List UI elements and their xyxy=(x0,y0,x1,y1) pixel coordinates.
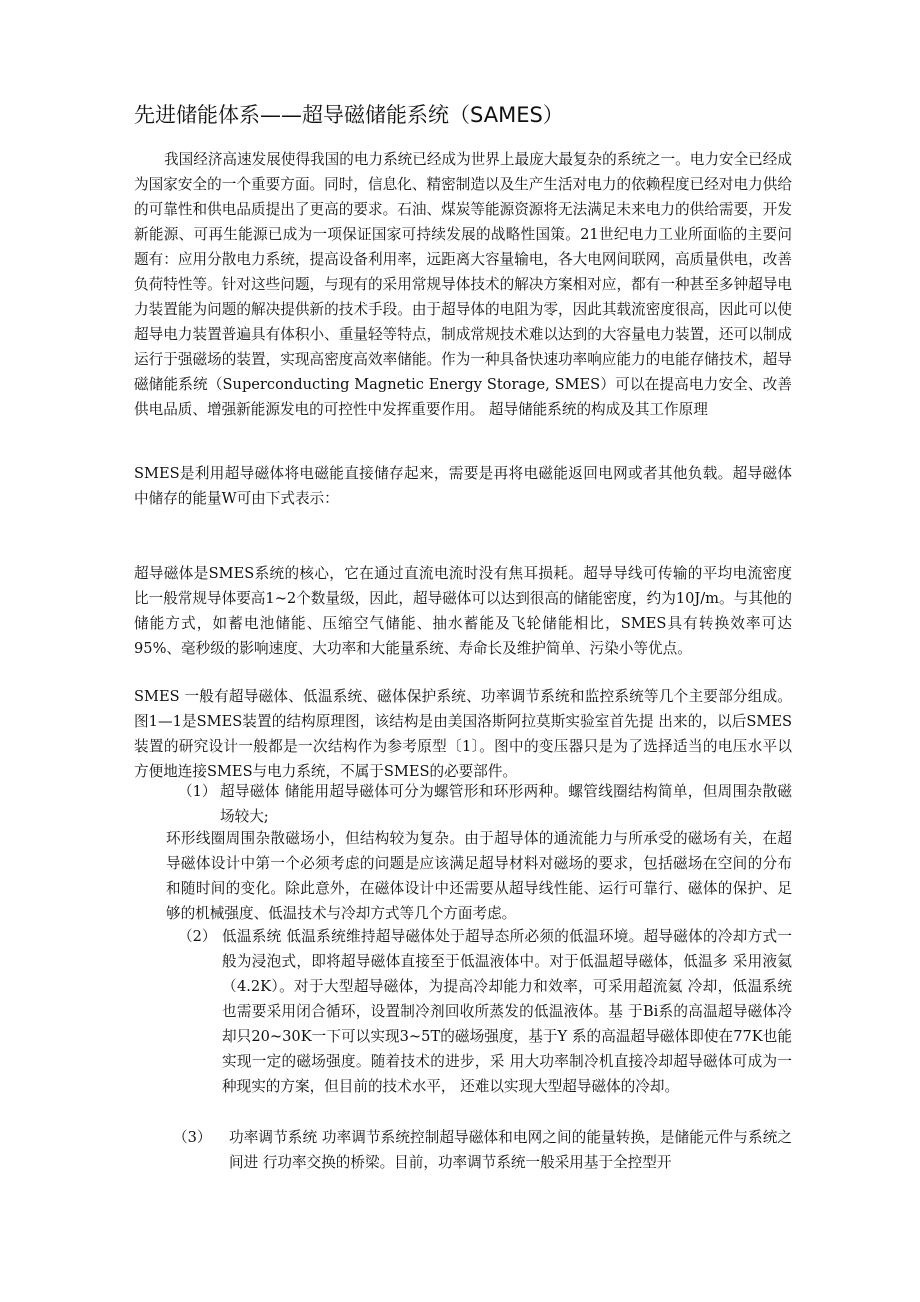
list-item-text: 低温系统 低温系统维持超导磁体处于超导态所必须的低温环境。超导磁体的冷却方式一 般为浸泡式，即将超导磁体直接至于低温液体中。对于低温超导磁体，低温多 采用液氦（4.2K）。对于大型超导磁体，为提高冷却能力和效率，可采用超流氦 冷却，低温系统也需要采用闭合循环，设置制冷剂回收所蒸发的低温液体。基 于Bi系的高温超导磁体冷却只20~30K一下可以实现3~5T的磁场强度，基于Y 系的高温超导磁体即使在77K也能实现一定的磁场强度。随着技术的进步，采 用大功率制冷机直接冷却超导磁体可成为一种现实的方案，但目前的技术水平， 还难以实现大型超导磁体的冷却。 xyxy=(222,928,792,1095)
list-item-power-conditioning xyxy=(173,1125,792,1175)
smes-definition-paragraph: SMES是利用超导磁体将电磁能直接储存起来，需要是再将电磁能返回电网或者其他负载。超导磁体中储存的能量W可由下式表示： xyxy=(134,465,792,507)
list-item-cryogenic xyxy=(178,924,792,1099)
list-item-number: （1） xyxy=(178,783,217,800)
magnet-core-paragraph: 超导磁体是SMES系统的核心，它在通过直流电流时没有焦耳损耗。超导导线可传输的平均电流密度比一般常规导体要高1~2个数量级，因此，超导磁体可以达到很高的储能密度，约为10J/m。与其他的储能方式，如蓄电池储能、压缩空气储能、抽水蓄能及飞轮储能相比，SMES具有转换效率可达95%、毫秒级的影响速度、大功率和大能量系统、寿命长及维护简单、污染小等优点。 xyxy=(134,565,792,657)
document-title: 先进储能体系——超导磁储能系统（SAMES） xyxy=(134,103,564,127)
list-item-text: 超导磁体 储能用超导磁体可分为螺管形和环形两种。螺管线圈结构简单，但周围杂散磁场较大; xyxy=(220,783,792,825)
intro-paragraph: 我国经济高速发展使得我国的电力系统已经成为世界上最庞大最复杂的系统之一。电力安全已经成为国家安全的一个重要方面。同时，信息化、精密制造以及生产生活对电力的依赖程度已经对电力供给的可靠性和供电品质提出了更高的要求。石油、煤炭等能源资源将无法满足未来电力的供给需要，开发新能源、可再生能源已成为一项保证国家可持续发展的战略性国策。21世纪电力工业所面临的主要问题有：应用分散电力系统，提高设备利用率，远距离大容量输电，各大电网间联网，高质量供电，改善负荷特性等。针对这些问题，与现有的采用常规导体技术的解决方案相对应，都有一种甚至多钟超导电力装置能为问题的解决提供新的技术手段。由于超导体的电阻为零，因此其载流密度很高，因此可以使超导电力装置普遍具有体积小、重量轻等特点，制成常规技术难以达到的大容量电力装置，还可以制成运行于强磁场的装置，实现高密度高效率储能。作为一种具备快速功率响应能力的电能存储技术，超导磁储能系统（Superconducting Magnetic Energy Storage, SMES）可以在提高电力安全、改善供电品质、增强新能源发电的可控性中发挥重要作用。 超导储能系统的构成及其工作原理 xyxy=(134,151,792,418)
list-item-number: （3） xyxy=(173,1129,212,1146)
list-item-magnet xyxy=(178,779,792,829)
list-item-magnet-continuation: 环形线圈周围杂散磁场小，但结构较为复杂。由于超导体的通流能力与所承受的磁场有关，在超导磁体设计中第一个必须考虑的问题是应该满足超导材料对磁场的要求，包括磁场在空间的分布和随时间的变化。除此意外，在磁体设计中还需要从超导线性能、运行可靠行、磁体的保护、足够的机械强度、低温技术与冷却方式等几个方面考虑。 xyxy=(166,830,792,922)
list-item-text: 功率调节系统 功率调节系统控制超导磁体和电网之间的能量转换，是储能元件与系统之间进 行功率交换的桥梁。目前，功率调节系统一般采用基于全控型开 xyxy=(229,1129,792,1171)
list-item-number: （2） xyxy=(178,928,217,945)
components-paragraph: SMES 一般有超导磁体、低温系统、磁体保护系统、功率调节系统和监控系统等几个主要部分组成。图1—1是SMES装置的结构原理图，该结构是由美国洛斯阿拉莫斯实验室首先提 出来的，以后SMES装置的研究设计一般都是一次结构作为参考原型〔1〕。图中的变压器只是为了选择适当的电压水平以方便地连接SMES与电力系统，不属于SMES的必要部件。 xyxy=(134,688,792,780)
